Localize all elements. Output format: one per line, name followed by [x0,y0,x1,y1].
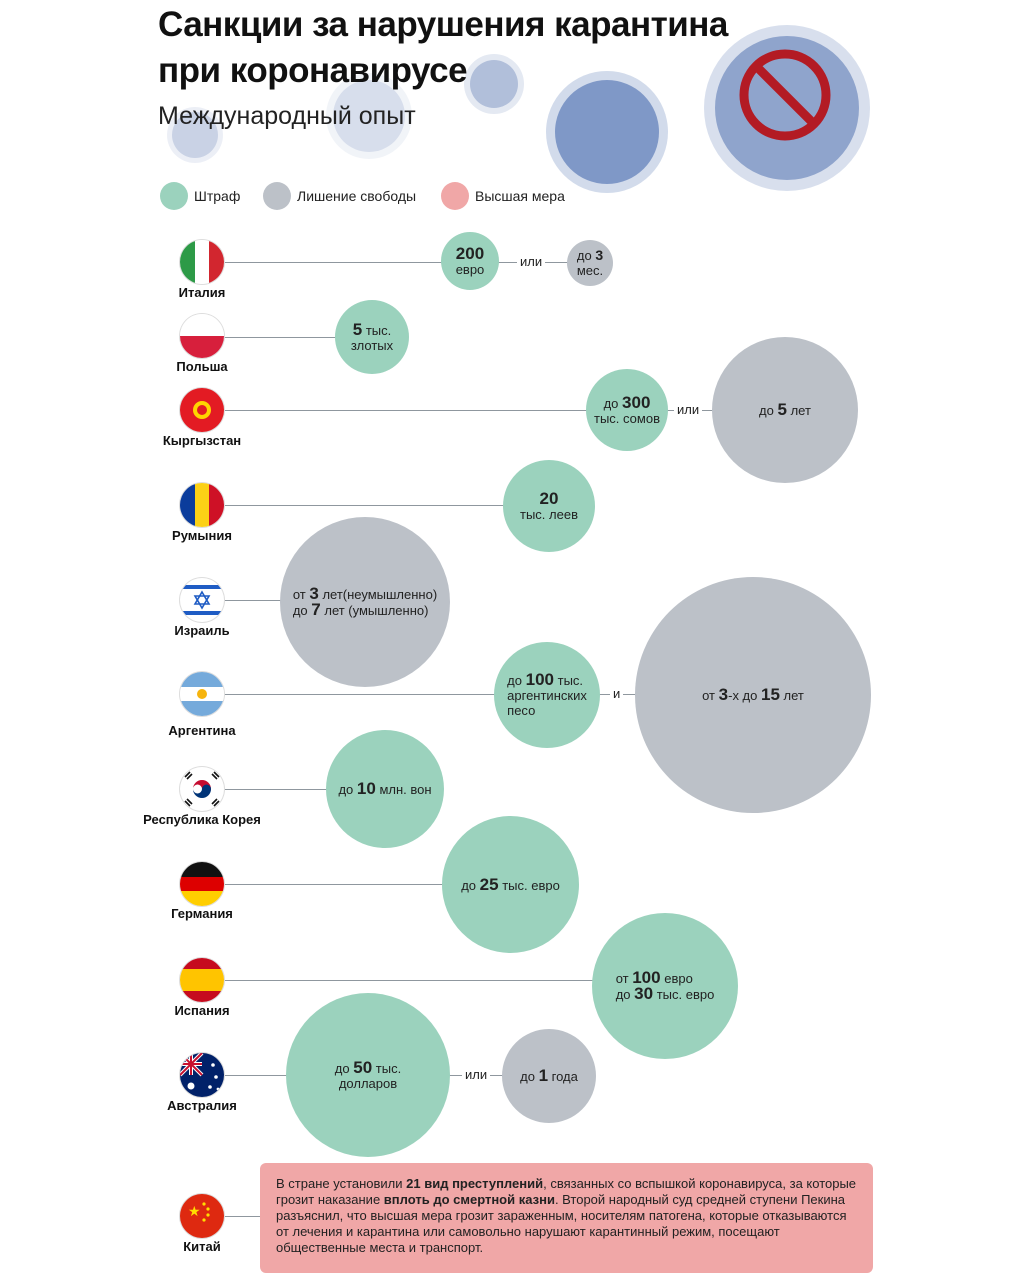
conjunction-and: и [610,686,623,701]
fine-bubble-kyrgyzstan: до 300 тыс. сомов [586,369,668,451]
fine-bubble-korea: до 10 млн. вон [326,730,444,848]
prison-bubble-kyrgyzstan: до 5 лет [712,337,858,483]
prison-bubble-italy: до 3 мес. [567,240,613,286]
connector-line [224,337,344,338]
flag-argentina-icon [180,672,224,716]
country-name-kyrgyzstan: Кыргызстан [162,433,242,448]
legend-death [441,182,565,210]
prison-bubble-israel: от 3 лет(неумышленно) до 7 лет (умышленно) [280,517,450,687]
flag-germany-icon [180,862,224,906]
legend-prison [263,182,416,210]
flag-australia-icon [180,1053,224,1097]
flag-israel-icon [180,578,224,622]
fine-bubble-italy: 200 евро [441,232,499,290]
legend-death-label: Высшая мера [475,188,565,204]
country-name-argentina: Аргентина [168,723,236,738]
fine-bubble-australia: до 50 тыс. долларов [286,993,450,1157]
country-name-italy: Италия [178,285,226,300]
prison-bubble-argentina: от 3-х до 15 лет [635,577,871,813]
connector-line [224,505,514,506]
legend-prison-label: Лишение свободы [297,188,417,204]
country-name-romania: Румыния [172,528,232,543]
connector-line [224,980,594,981]
prison-swatch [263,182,291,210]
country-name-poland: Польша [176,359,228,374]
flag-spain-icon [180,958,224,1002]
fine-bubble-spain: от 100 евро до 30 тыс. евро [592,913,738,1059]
flag-romania-icon [180,483,224,527]
china-death-penalty-note: В стране установили 21 вид преступлений, связанных со вспышкой коронавируса, за которые грозит наказание вплоть до смертной казни. Второй народный суд средней ступени Пекина разъяснил, что высшая мера грозит зараженным, носителям патогена, которые отказываются от лечения и карантина или самовольно нарушают карантинный режим, посещают общественные места и транспорт. [260,1163,873,1273]
flag-kyrgyzstan-icon [180,388,224,432]
legend-fine-label: Штраф [194,188,241,204]
country-name-israel: Израиль [174,623,230,638]
country-name-germany: Германия [171,906,233,921]
flag-korea-icon [180,767,224,811]
fine-bubble-argentina: до 100 тыс. аргентинских песо [494,642,600,748]
fine-swatch [160,182,188,210]
country-name-spain: Испания [174,1003,230,1018]
fine-bubble-germany: до 25 тыс. евро [442,816,579,953]
conjunction-or: или [517,254,545,269]
fine-bubble-romania: 20 тыс. леев [503,460,595,552]
conjunction-or: или [674,402,702,417]
connector-line [224,884,449,885]
legend-fine [160,182,240,210]
connector-line [224,262,609,263]
connector-line [224,789,334,790]
country-name-korea: Республика Корея [143,812,261,827]
prison-bubble-australia: до 1 года [502,1029,596,1123]
country-name-australia: Австралия [167,1098,237,1113]
fine-bubble-poland: 5 тыс. злотых [335,300,409,374]
conjunction-or: или [462,1067,490,1082]
connector-line [224,1216,264,1217]
virus-icon [555,80,659,184]
country-name-china: Китай [183,1239,221,1254]
death-swatch [441,182,469,210]
page-subtitle: Международный опыт [158,102,416,130]
svg-text:★: ★ [188,1204,201,1220]
flag-poland-icon [180,314,224,358]
flag-italy-icon [180,240,224,284]
page-title: Санкции за нарушения карантина при коронавирусе [158,5,728,90]
flag-china-icon [180,1194,224,1238]
